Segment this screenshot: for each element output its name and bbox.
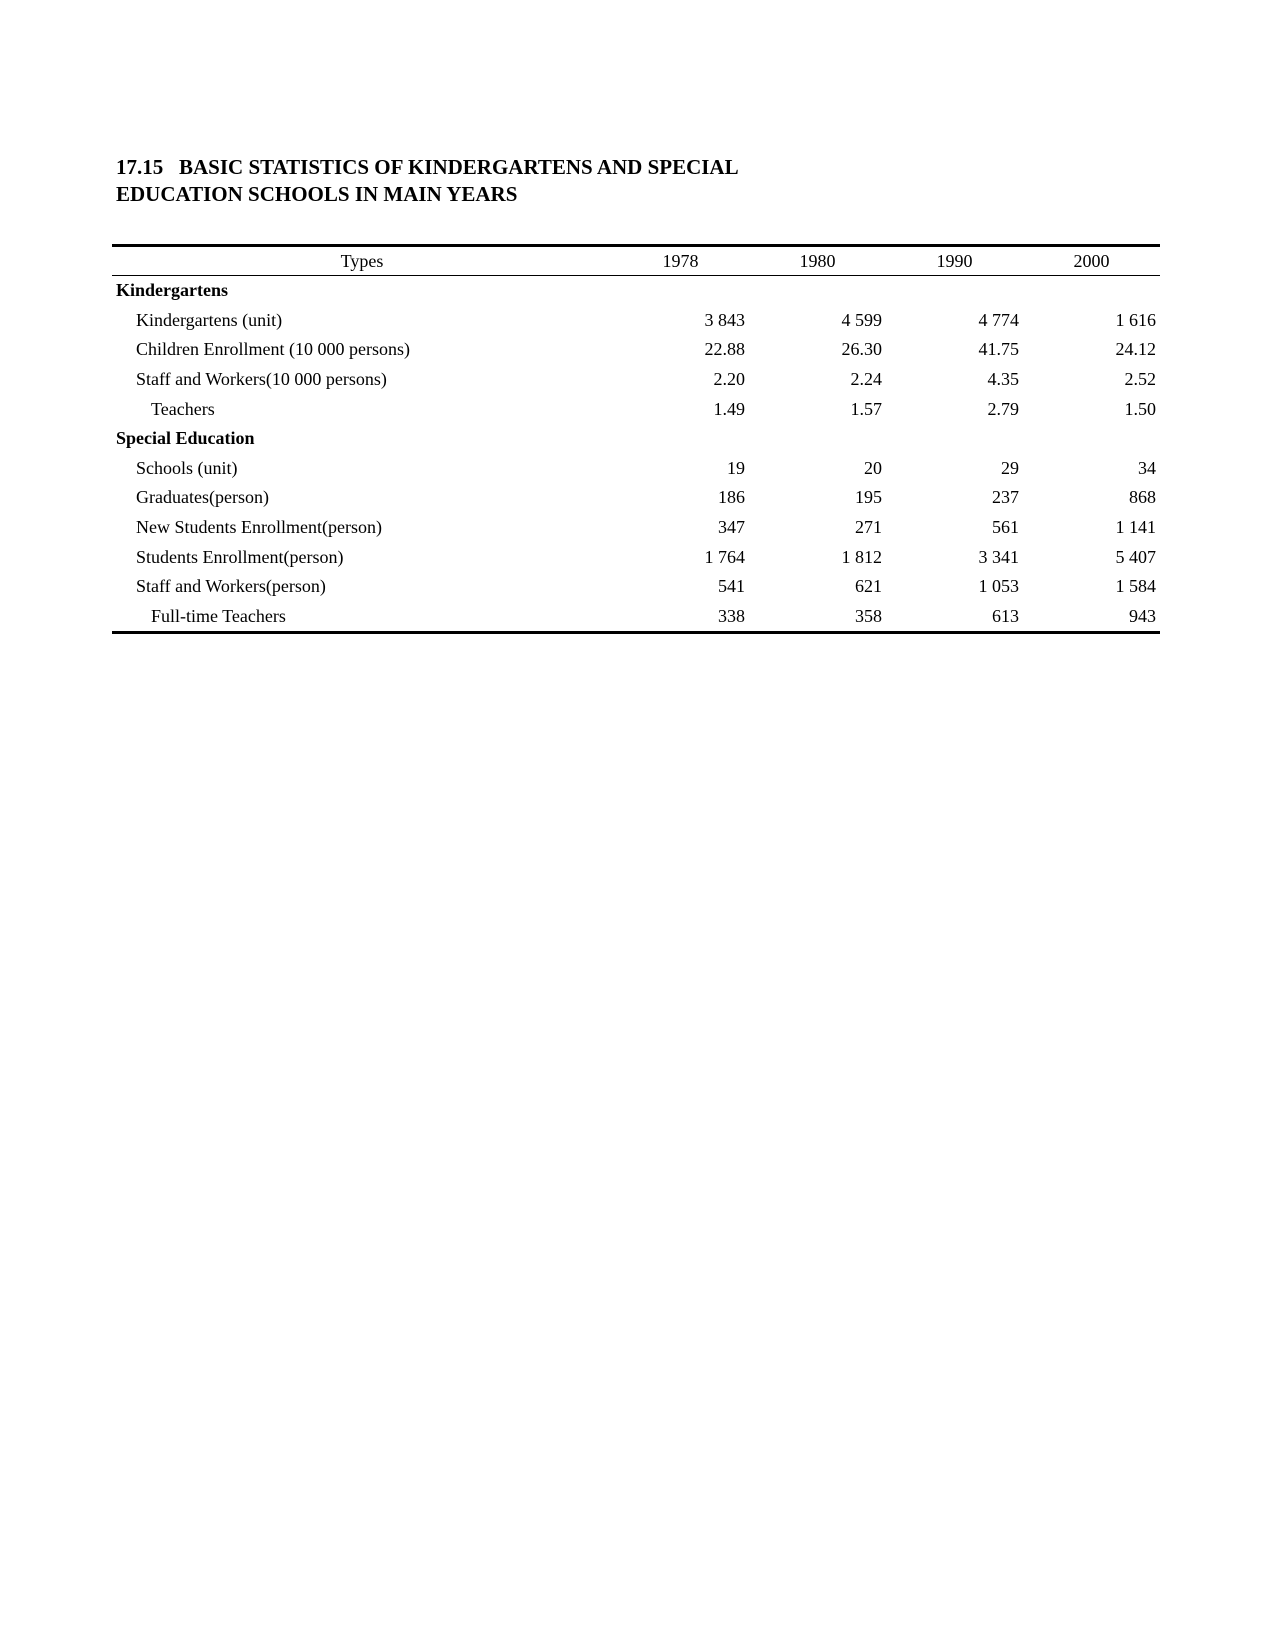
- empty-cell: [886, 424, 1023, 454]
- table-row: [112, 572, 1160, 602]
- empty-cell: [1023, 424, 1160, 454]
- empty-cell: [1023, 276, 1160, 306]
- value-cell: 24.12: [1115, 339, 1156, 360]
- value-cell: 34: [1138, 457, 1156, 478]
- empty-cell: [612, 424, 749, 454]
- value-cell: 4 599: [841, 309, 882, 330]
- section-heading: Special Education: [116, 428, 255, 449]
- empty-cell: [749, 276, 886, 306]
- header-types: Types: [340, 250, 384, 271]
- title-line-1: 17.15 BASIC STATISTICS OF KINDERGARTENS AND SPECIAL: [116, 155, 739, 179]
- row-label: Full-time Teachers: [151, 605, 286, 626]
- table-row: [112, 306, 1160, 336]
- table-row: [112, 394, 1160, 424]
- value-cell: 1 141: [1115, 517, 1156, 538]
- value-cell: 1 764: [704, 546, 745, 567]
- value-cell: 1.57: [850, 398, 882, 419]
- header-year-2000: 2000: [1073, 250, 1110, 271]
- empty-cell: [749, 424, 886, 454]
- row-label: Children Enrollment (10 000 persons): [136, 339, 410, 360]
- value-cell: 621: [855, 576, 882, 597]
- value-cell: 347: [718, 517, 745, 538]
- statistics-table: [112, 244, 1160, 634]
- row-label: Students Enrollment(person): [136, 546, 344, 567]
- value-cell: 41.75: [978, 339, 1019, 360]
- table-row: [112, 454, 1160, 484]
- row-label: Graduates(person): [136, 487, 269, 508]
- value-cell: 561: [992, 517, 1019, 538]
- table-body: [112, 276, 1160, 633]
- table-row: [112, 542, 1160, 572]
- value-cell: 1 584: [1115, 576, 1156, 597]
- table-row: [112, 483, 1160, 513]
- value-cell: 943: [1129, 605, 1156, 626]
- header-row: [112, 246, 1160, 276]
- value-cell: 2.52: [1124, 369, 1156, 390]
- value-cell: 1.49: [713, 398, 745, 419]
- table-row: [112, 335, 1160, 365]
- value-cell: 19: [727, 457, 745, 478]
- value-cell: 2.24: [850, 369, 882, 390]
- value-cell: 2.79: [987, 398, 1019, 419]
- value-cell: 541: [718, 576, 745, 597]
- statistics-table-container: [112, 244, 1160, 634]
- value-cell: 20: [864, 457, 882, 478]
- page-title: [116, 154, 1016, 208]
- value-cell: 358: [855, 605, 882, 626]
- value-cell: 186: [718, 487, 745, 508]
- empty-cell: [886, 276, 1023, 306]
- section-heading: Kindergartens: [116, 280, 228, 301]
- row-label: Kindergartens (unit): [136, 309, 283, 330]
- value-cell: 3 843: [704, 309, 745, 330]
- value-cell: 26.30: [841, 339, 882, 360]
- value-cell: 1 812: [841, 546, 882, 567]
- value-cell: 237: [992, 487, 1019, 508]
- row-label: Teachers: [151, 398, 215, 419]
- row-label: Schools (unit): [136, 457, 238, 478]
- value-cell: 29: [1001, 457, 1019, 478]
- row-label: New Students Enrollment(person): [136, 517, 382, 538]
- section-row: [112, 424, 1160, 454]
- value-cell: 22.88: [704, 339, 745, 360]
- value-cell: 868: [1129, 487, 1156, 508]
- value-cell: 4 774: [978, 309, 1019, 330]
- value-cell: 271: [855, 517, 882, 538]
- value-cell: 1.50: [1124, 398, 1156, 419]
- value-cell: 4.35: [987, 369, 1019, 390]
- value-cell: 1 053: [978, 576, 1019, 597]
- value-cell: 5 407: [1115, 546, 1156, 567]
- table-header: [112, 246, 1160, 276]
- value-cell: 2.20: [713, 369, 745, 390]
- value-cell: 3 341: [978, 546, 1019, 567]
- table-row: [112, 365, 1160, 395]
- section-row: [112, 276, 1160, 306]
- header-year-1980: 1980: [799, 250, 836, 271]
- value-cell: 195: [855, 487, 882, 508]
- value-cell: 338: [718, 605, 745, 626]
- header-year-1990: 1990: [936, 250, 973, 271]
- row-label: Staff and Workers(10 000 persons): [136, 369, 387, 390]
- header-year-1978: 1978: [662, 250, 699, 271]
- title-line-2: EDUCATION SCHOOLS IN MAIN YEARS: [116, 182, 518, 206]
- table-row: [112, 513, 1160, 543]
- row-label: Staff and Workers(person): [136, 576, 326, 597]
- empty-cell: [612, 276, 749, 306]
- table-row: [112, 602, 1160, 633]
- value-cell: 1 616: [1115, 309, 1156, 330]
- value-cell: 613: [992, 605, 1019, 626]
